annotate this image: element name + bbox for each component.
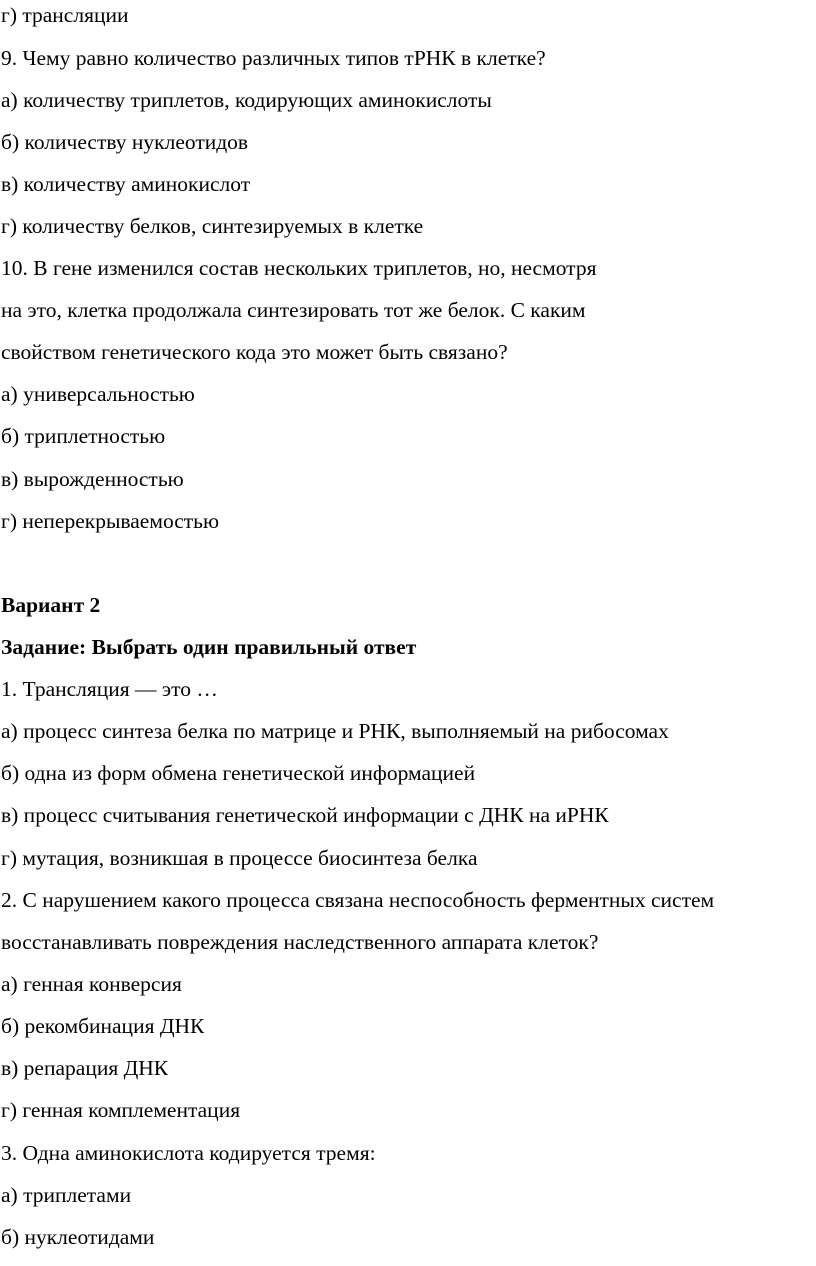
task-heading: Задание: Выбрать один правильный ответ bbox=[1, 635, 417, 659]
v2-q2-option-d: г) генная комплементация bbox=[1, 1098, 241, 1122]
v2-q3-question: 3. Одна аминокислота кодируется тремя: bbox=[1, 1141, 376, 1165]
q10-question-line-2: на это, клетка продолжала синтезировать тот же белок. С каким bbox=[1, 298, 586, 322]
q10-option-a: а) универсальностью bbox=[1, 382, 195, 406]
v2-q3-option-a: а) триплетами bbox=[1, 1183, 132, 1207]
q9-question: 9. Чему равно количество различных типов тРНК в клетке? bbox=[1, 46, 546, 70]
v2-q1-option-c: в) процесс считывания генетической информации с ДНК на иРНК bbox=[1, 803, 609, 827]
q8-option-d: г) трансляции bbox=[1, 3, 129, 27]
q10-question-line-1: 10. В гене изменился состав нескольких триплетов, но, несмотря bbox=[1, 256, 597, 280]
q9-option-b: б) количеству нуклеотидов bbox=[1, 130, 249, 154]
variant-title: Вариант 2 bbox=[1, 593, 101, 617]
q10-option-c: в) вырожденностью bbox=[1, 467, 184, 491]
q10-option-d: г) неперекрываемостью bbox=[1, 509, 220, 533]
v2-q1-question: 1. Трансляция — это … bbox=[1, 677, 218, 701]
v2-q1-option-a: а) процесс синтеза белка по матрице и РНК, выполняемый на рибосомах bbox=[1, 719, 669, 743]
v2-q2-question-line-2: восстанавливать повреждения наследственного аппарата клеток? bbox=[1, 930, 599, 954]
v2-q1-option-d: г) мутация, возникшая в процессе биосинтеза белка bbox=[1, 846, 478, 870]
q10-question-line-3: свойством генетического кода это может быть связано? bbox=[1, 340, 508, 364]
v2-q1-option-b: б) одна из форм обмена генетической информацией bbox=[1, 761, 476, 785]
q9-option-c: в) количеству аминокислот bbox=[1, 172, 251, 196]
q9-option-d: г) количеству белков, синтезируемых в клетке bbox=[1, 214, 424, 238]
q9-option-a: а) количеству триплетов, кодирующих аминокислоты bbox=[1, 88, 492, 112]
v2-q2-question-line-1: 2. С нарушением какого процесса связана неспособность ферментных систем bbox=[1, 888, 715, 912]
v2-q2-option-c: в) репарация ДНК bbox=[1, 1056, 169, 1080]
q10-option-b: б) триплетностью bbox=[1, 424, 166, 448]
v2-q3-option-b: б) нуклеотидами bbox=[1, 1225, 155, 1249]
v2-q2-option-b: б) рекомбинация ДНК bbox=[1, 1014, 205, 1038]
v2-q2-option-a: а) генная конверсия bbox=[1, 972, 182, 996]
